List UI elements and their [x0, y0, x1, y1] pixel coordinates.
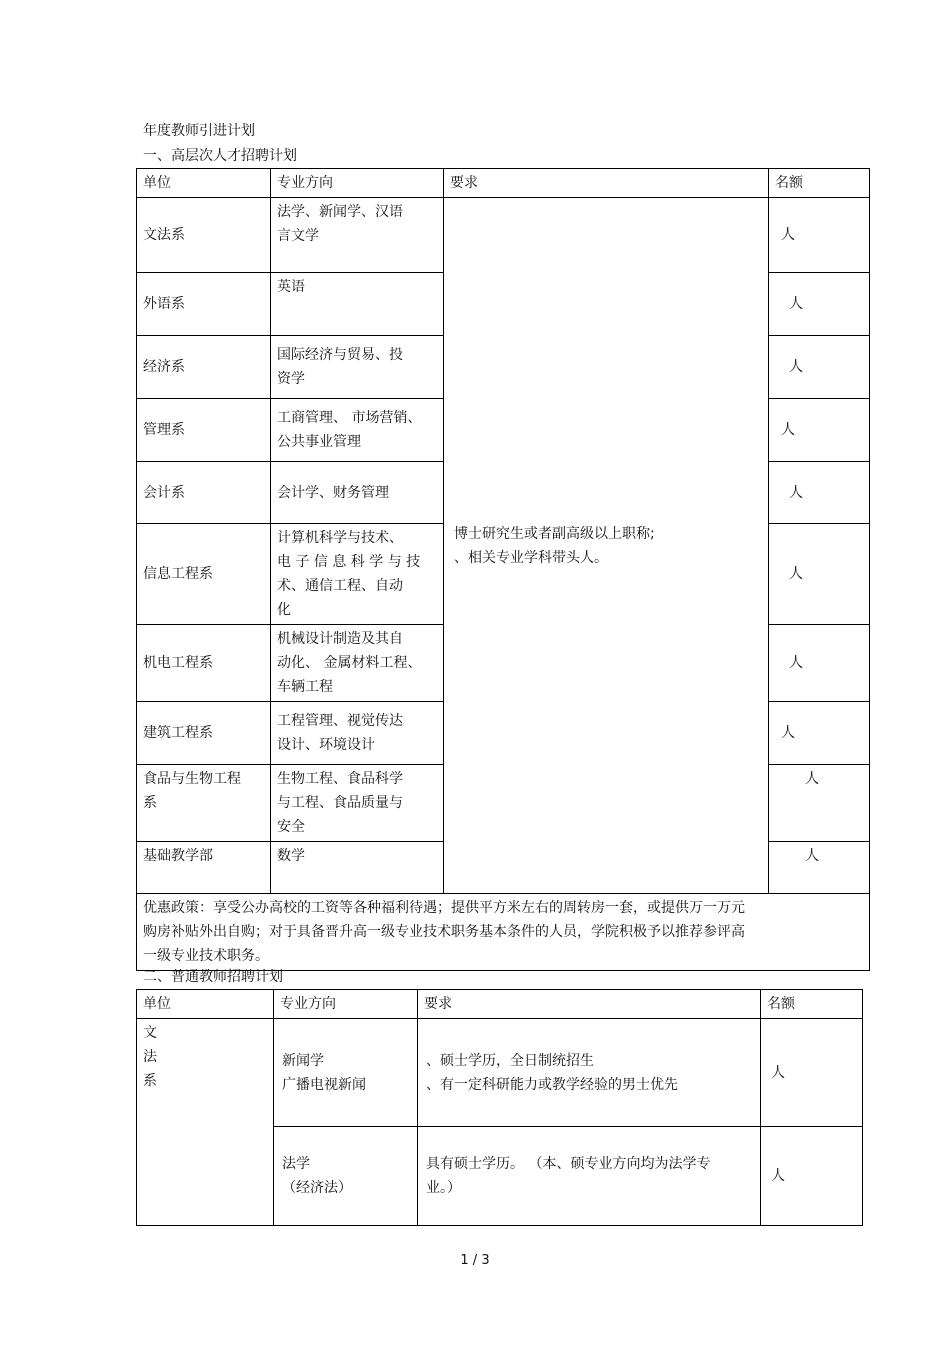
header-major: 专业方向 — [274, 990, 418, 1019]
quota-cell: 人 — [769, 524, 870, 625]
unit-cell: 文法系 — [137, 198, 271, 273]
unit-cell: 外语系 — [137, 273, 271, 336]
high-level-talent-table — [136, 168, 870, 971]
quota-cell: 人 — [761, 1127, 863, 1226]
quota-cell: 人 — [769, 273, 870, 336]
header-unit: 单位 — [137, 990, 274, 1019]
major-cell: 工商管理、 市场营销、 公共事业管理 — [271, 399, 444, 462]
unit-cell: 机电工程系 — [137, 625, 271, 702]
header-major: 专业方向 — [271, 169, 444, 198]
unit-cell: 建筑工程系 — [137, 702, 271, 765]
header-requirement: 要求 — [444, 169, 769, 198]
quota-cell: 人 — [769, 336, 870, 399]
major-cell: 数学 — [271, 842, 444, 894]
quota-cell: 人 — [769, 842, 870, 894]
unit-cell: 信息工程系 — [137, 524, 271, 625]
section2-heading: 二、普通教师招聘计划 — [143, 969, 283, 985]
quota-cell: 人 — [769, 625, 870, 702]
quota-cell: 人 — [769, 198, 870, 273]
quota-cell: 人 — [769, 702, 870, 765]
table-header-row — [137, 169, 870, 198]
unit-cell: 会计系 — [137, 462, 271, 524]
major-cell: 计算机科学与技术、 电 子 信 息 科 学 与 技 术、通信工程、自动 化 — [271, 524, 444, 625]
policy-row — [137, 894, 870, 971]
quota-cell: 人 — [761, 1019, 863, 1127]
unit-cell: 经济系 — [137, 336, 271, 399]
major-cell: 英语 — [271, 273, 444, 336]
table-row — [137, 198, 870, 273]
major-cell: 生物工程、食品科学 与工程、食品质量与 安全 — [271, 765, 444, 842]
table-header-row — [137, 990, 863, 1019]
section1-heading: 一、高层次人才招聘计划 — [143, 148, 297, 164]
major-cell: 工程管理、视觉传达 设计、环境设计 — [271, 702, 444, 765]
quota-cell: 人 — [769, 765, 870, 842]
major-cell: 法学、新闻学、汉语 言文学 — [271, 198, 444, 273]
quota-cell: 人 — [769, 399, 870, 462]
page-number: 1 / 3 — [460, 1253, 490, 1268]
unit-cell: 基础教学部 — [137, 842, 271, 894]
requirement-cell: 博士研究生或者副高级以上职称; 、相关专业学科带头人。 — [444, 198, 769, 894]
quota-cell: 人 — [769, 462, 870, 524]
document-title: 年度教师引进计划 — [143, 123, 255, 139]
header-quota: 名额 — [761, 990, 863, 1019]
requirement-cell: 、硕士学历，全日制统招生 、有一定科研能力或教学经验的男士优先 — [418, 1019, 761, 1127]
major-cell: 国际经济与贸易、投 资学 — [271, 336, 444, 399]
major-cell: 会计学、财务管理 — [271, 462, 444, 524]
header-quota: 名额 — [769, 169, 870, 198]
requirement-cell: 具有硕士学历。 （本、硕专业方向均为法学专 业。） — [418, 1127, 761, 1226]
major-cell: 法学 （经济法） — [274, 1127, 418, 1226]
unit-cell: 文 法 系 — [137, 1019, 274, 1226]
header-unit: 单位 — [137, 169, 271, 198]
major-cell: 新闻学 广播电视新闻 — [274, 1019, 418, 1127]
table-row — [137, 1019, 863, 1127]
unit-cell: 食品与生物工程 系 — [137, 765, 271, 842]
regular-teacher-table — [136, 989, 863, 1226]
header-requirement: 要求 — [418, 990, 761, 1019]
major-cell: 机械设计制造及其自 动化、 金属材料工程、 车辆工程 — [271, 625, 444, 702]
policy-cell: 优惠政策：享受公办高校的工资等各种福利待遇；提供平方米左右的周转房一套，或提供万一万元 购房补贴外出自购；对于具备晋升高一级专业技术职务基本条件的人员，学院积极予以推荐参评高 一级专业技术职务。 — [137, 894, 870, 971]
unit-cell: 管理系 — [137, 399, 271, 462]
